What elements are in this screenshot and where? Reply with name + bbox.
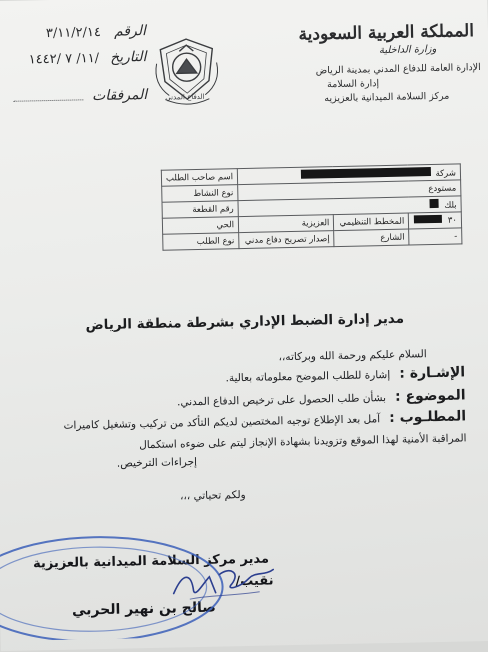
- addressee: مدير إدارة الضبط الإداري بشرطة منطقة الرياض: [85, 310, 405, 334]
- request-row: [63, 405, 466, 433]
- request-type-value: إصدار تصريح دفاع مدني: [239, 231, 335, 249]
- district-value: العزيزية: [238, 215, 334, 233]
- redaction-bar: [301, 167, 431, 179]
- reference-text: إشارة للطلب الموضح معلوماته بعالية.: [225, 368, 391, 385]
- applicant-value: شركة: [435, 168, 457, 179]
- activity-label: نوع النشاط: [162, 185, 238, 203]
- request-line-1: آمل بعد الإطلاع توجيه المختصين لديكم التأكد من تركيب وتشغيل كاميرات: [63, 413, 381, 432]
- civil-defense-emblem: [146, 32, 228, 110]
- center-line: مركز السلامة الميدانية بالعزيزيه: [324, 90, 450, 105]
- attachments-label: المرفقات: [91, 86, 148, 105]
- request-label: المطلـوب :: [388, 408, 467, 426]
- date-value: /١١/ ٧ /١٤٤٢: [28, 50, 100, 68]
- plan-value: ٣٠: [447, 215, 458, 226]
- request-info-table: [161, 163, 463, 250]
- subject-label: الموضوع :: [394, 387, 466, 405]
- date-row: [0, 46, 147, 68]
- signatory-name: صالح بن نهير الحربي: [71, 599, 216, 619]
- plan-cell: [409, 212, 462, 229]
- handwritten-signature: [169, 561, 280, 603]
- ministry-name: وزارة الداخلية: [378, 43, 437, 57]
- plan-label: المخطط التنظيمي: [334, 213, 409, 231]
- ref-label: الرقم: [113, 22, 147, 40]
- street-value: -: [409, 228, 462, 245]
- request-type-label: نوع الطلب: [163, 233, 239, 251]
- request-line-2: المراقبة الأمنية لهذا الموقع وتزويدنا بشهادة الإنجاز ليتم على ضوءه استكمال: [138, 432, 467, 452]
- ref-value: ٣/١١/٢/١٤: [45, 24, 102, 42]
- plot-label: رقم القطعة: [162, 201, 238, 219]
- subject-text: بشأن طلب الحصول على ترخيص الدفاع المدني.: [176, 392, 387, 409]
- attachments-dots: [13, 99, 83, 101]
- redaction-bar: [429, 198, 438, 207]
- redaction-bar: [414, 215, 442, 224]
- activity-value: مستودع: [238, 180, 461, 201]
- street-label: الشارع: [334, 229, 409, 247]
- closing: ولكم تحياتي ،،،: [179, 489, 246, 503]
- attachments-row: [0, 84, 147, 106]
- directorate-line: الإدارة العامة للدفاع المدني بمدينة الرياض: [315, 61, 481, 77]
- district-label: الحي: [162, 217, 238, 235]
- reference-label: الإشـارة :: [399, 364, 466, 382]
- date-label: التاريخ: [109, 48, 147, 66]
- department-line: إدارة السلامة: [327, 78, 380, 91]
- plot-value: بلك: [444, 200, 457, 211]
- signatory-rank: نقيب/: [235, 573, 274, 590]
- signatory-title: مدير مركز السلامة الميدانية بالعزيزية: [32, 551, 270, 572]
- request-line-3: إجراءات الترخيص.: [116, 456, 198, 470]
- ref-row: [0, 20, 146, 42]
- reference-row: [225, 361, 465, 386]
- greeting: السلام عليكم ورحمة الله وبركاته،،: [278, 348, 427, 364]
- kingdom-name: المملكة العربية السعودية: [298, 21, 475, 45]
- applicant-label: اسم صاحب الطلب: [161, 169, 237, 187]
- emblem-caption: الدفاع المدني: [165, 92, 205, 102]
